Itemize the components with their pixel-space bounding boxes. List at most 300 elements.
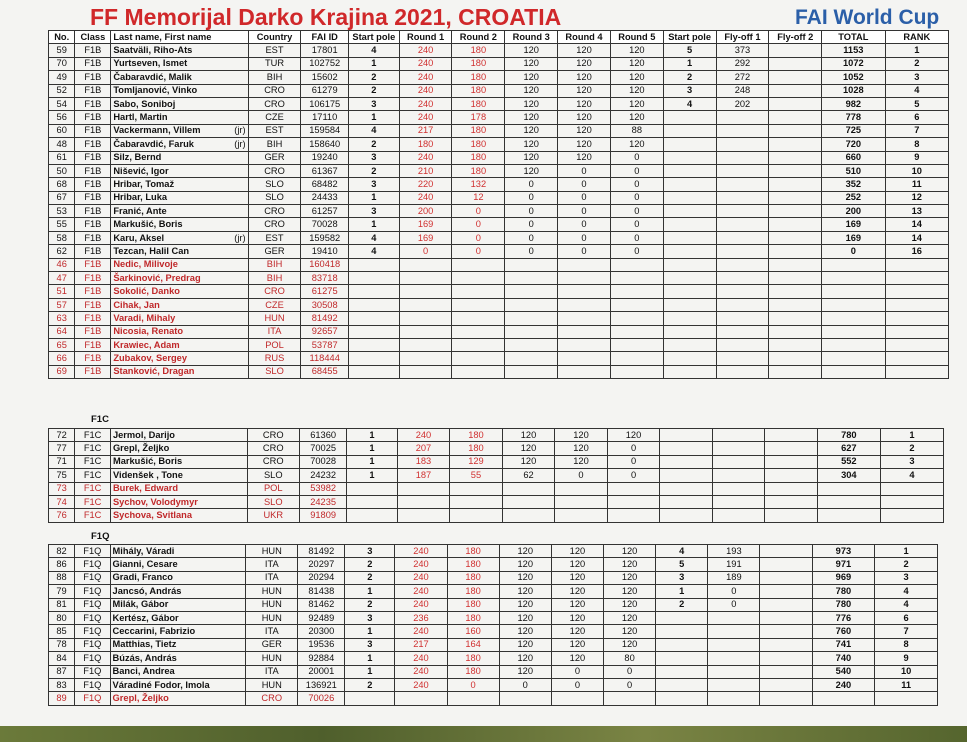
empty-cell (885, 325, 948, 338)
start-number-cell: 80 (49, 611, 75, 624)
country-cell: CZE (248, 111, 301, 124)
flyoff-start-pole-cell (663, 164, 716, 177)
start-pole-cell: 2 (348, 164, 399, 177)
round-1-cell: 240 (399, 97, 452, 110)
total-cell: 1028 (822, 84, 885, 97)
fai-id-cell: 24235 (300, 495, 347, 508)
start-number-cell: 87 (49, 665, 75, 678)
fai-id-cell: 83718 (301, 272, 349, 285)
start-number-cell: 53 (49, 205, 75, 218)
round-5-cell: 120 (610, 71, 663, 84)
round-3-cell: 120 (499, 652, 551, 665)
round-5-cell: 80 (604, 652, 656, 665)
class-cell: F1B (75, 338, 111, 351)
table-row (49, 665, 938, 678)
table-row (49, 545, 938, 558)
class-cell: F1Q (75, 678, 110, 691)
start-number-cell: 85 (49, 625, 75, 638)
round-4-cell: 120 (551, 545, 603, 558)
round-5-cell: 120 (604, 571, 656, 584)
empty-cell (817, 482, 880, 495)
country-cell: CRO (248, 164, 301, 177)
country-cell: CRO (247, 455, 300, 468)
start-number-cell: 82 (49, 545, 75, 558)
country-cell: SLO (248, 178, 301, 191)
fai-id-cell: 20001 (298, 665, 345, 678)
empty-cell (505, 272, 558, 285)
empty-cell (348, 258, 399, 271)
table-row (49, 191, 949, 204)
empty-cell (505, 338, 558, 351)
flyoff-2-cell (769, 138, 822, 151)
competitor-name: Búzás, András (112, 652, 177, 663)
flyoff-1-cell (716, 231, 769, 244)
round-1-cell: 240 (395, 585, 447, 598)
round-4-cell: 120 (558, 138, 611, 151)
flyoff-2-cell (769, 57, 822, 70)
round-2-cell: 180 (447, 611, 499, 624)
competitor-name: Kertész, Gábor (112, 612, 179, 623)
round-1-cell: 220 (399, 178, 452, 191)
class-cell: F1B (75, 44, 111, 57)
empty-cell (450, 482, 503, 495)
country-cell: CRO (248, 218, 301, 231)
name-cell (111, 285, 248, 298)
round-2-cell: 180 (452, 84, 505, 97)
competitor-name: Zubakov, Sergey (113, 353, 188, 364)
round-2-cell: 180 (447, 558, 499, 571)
fai-id-cell: 61257 (301, 205, 349, 218)
fai-id-cell: 61275 (301, 285, 349, 298)
name-cell (111, 298, 248, 311)
round-3-cell: 120 (499, 545, 551, 558)
competitor-name: Milák, Gábor (112, 599, 169, 610)
rank-cell: 11 (885, 178, 948, 191)
header-cell: Round 5 (610, 31, 663, 44)
round-2-cell: 180 (452, 151, 505, 164)
round-4-cell: 120 (558, 84, 611, 97)
country-cell: POL (248, 338, 301, 351)
empty-cell (452, 272, 505, 285)
start-number-cell: 52 (49, 84, 75, 97)
round-2-cell: 180 (452, 57, 505, 70)
round-2-cell: 12 (452, 191, 505, 204)
empty-cell (875, 692, 938, 705)
flyoff-start-pole-cell: 1 (663, 57, 716, 70)
class-cell: F1B (75, 205, 111, 218)
fai-id-cell: 81492 (301, 312, 349, 325)
table-row (49, 558, 938, 571)
start-pole-cell: 4 (348, 245, 399, 258)
round-5-cell: 120 (604, 598, 656, 611)
round-1-cell: 180 (399, 138, 452, 151)
fai-id-cell: 30508 (301, 298, 349, 311)
start-number-cell: 46 (49, 258, 75, 271)
table-row (49, 218, 949, 231)
name-cell (111, 365, 248, 378)
name-cell (111, 138, 248, 151)
flyoff-1-cell (716, 164, 769, 177)
round-5-cell: 0 (610, 218, 663, 231)
round-2-cell: 0 (452, 231, 505, 244)
class-cell: F1B (75, 325, 111, 338)
name-cell (110, 482, 247, 495)
competitor-name: Hartl, Martin (113, 112, 168, 123)
f1c-table (48, 428, 944, 523)
country-cell: HUN (248, 312, 301, 325)
class-cell: F1B (75, 124, 111, 137)
round-2-cell: 180 (447, 665, 499, 678)
start-number-cell: 68 (49, 178, 75, 191)
start-number-cell: 72 (49, 429, 75, 442)
round-4-cell: 120 (558, 57, 611, 70)
rank-cell: 5 (885, 97, 948, 110)
table-row (49, 638, 938, 651)
fai-id-cell: 53982 (300, 482, 347, 495)
empty-cell (505, 352, 558, 365)
flyoff-start-pole-cell (656, 625, 708, 638)
start-number-cell: 62 (49, 245, 75, 258)
start-number-cell: 57 (49, 298, 75, 311)
total-cell: 1153 (822, 44, 885, 57)
class-cell: F1B (75, 218, 111, 231)
round-3-cell: 120 (505, 138, 558, 151)
flyoff-1-cell (712, 442, 765, 455)
name-cell (111, 44, 248, 57)
flyoff-start-pole-cell (660, 429, 713, 442)
total-cell: 776 (812, 611, 875, 624)
round-5-cell: 120 (610, 84, 663, 97)
header-cell: Start pole (663, 31, 716, 44)
total-cell: 540 (812, 665, 875, 678)
competitor-name: Jancsó, András (112, 585, 182, 596)
fai-id-cell: 81438 (298, 585, 345, 598)
flyoff-2-cell (760, 625, 812, 638)
class-cell: F1B (75, 178, 111, 191)
empty-cell (558, 365, 611, 378)
country-cell: ITA (246, 558, 298, 571)
empty-cell (716, 285, 769, 298)
round-1-cell: 240 (395, 545, 447, 558)
round-5-cell: 0 (610, 245, 663, 258)
round-5-cell: 0 (610, 231, 663, 244)
rank-cell: 8 (875, 638, 938, 651)
empty-cell (610, 285, 663, 298)
start-number-cell: 50 (49, 164, 75, 177)
round-5-cell: 120 (604, 638, 656, 651)
empty-cell (817, 495, 880, 508)
round-3-cell: 120 (502, 429, 555, 442)
empty-cell (822, 272, 885, 285)
empty-cell (885, 338, 948, 351)
name-cell (111, 84, 248, 97)
class-cell: F1B (75, 365, 111, 378)
round-2-cell: 180 (452, 138, 505, 151)
round-3-cell: 120 (505, 71, 558, 84)
empty-cell (885, 298, 948, 311)
empty-cell (610, 298, 663, 311)
empty-cell (399, 272, 452, 285)
total-cell: 969 (812, 571, 875, 584)
flyoff-start-pole-cell (656, 665, 708, 678)
round-3-cell: 120 (505, 151, 558, 164)
fai-id-cell: 68455 (301, 365, 349, 378)
name-cell (110, 469, 247, 482)
country-cell: CRO (246, 692, 298, 705)
flyoff-2-cell (769, 178, 822, 191)
fai-id-cell: 92884 (298, 652, 345, 665)
flyoff-2-cell (769, 151, 822, 164)
rank-cell: 4 (885, 84, 948, 97)
empty-cell (348, 272, 399, 285)
start-number-cell: 89 (49, 692, 75, 705)
empty-cell (660, 495, 713, 508)
competitor-name: Nicosia, Renato (113, 326, 184, 337)
empty-cell (505, 285, 558, 298)
empty-cell (765, 509, 818, 522)
flyoff-2-cell (769, 124, 822, 137)
empty-cell (663, 312, 716, 325)
flyoff-2-cell (769, 191, 822, 204)
empty-cell (502, 509, 555, 522)
flyoff-start-pole-cell (663, 151, 716, 164)
round-3-cell: 0 (505, 231, 558, 244)
country-cell: CRO (248, 205, 301, 218)
class-cell: F1B (75, 138, 111, 151)
flyoff-start-pole-cell (656, 638, 708, 651)
empty-cell (505, 298, 558, 311)
country-cell: TUR (248, 57, 301, 70)
flyoff-1-cell (708, 611, 760, 624)
fai-id-cell: 159582 (301, 231, 349, 244)
table-row (49, 312, 949, 325)
name-cell (111, 124, 248, 137)
empty-cell (397, 482, 450, 495)
start-number-cell: 71 (49, 455, 75, 468)
flyoff-2-cell (769, 231, 822, 244)
start-pole-cell: 3 (348, 178, 399, 191)
flyoff-2-cell (769, 164, 822, 177)
fai-id-cell: 17110 (301, 111, 349, 124)
empty-cell (399, 325, 452, 338)
round-3-cell: 120 (499, 558, 551, 571)
flyoff-start-pole-cell (663, 138, 716, 151)
empty-cell (348, 365, 399, 378)
empty-cell (399, 352, 452, 365)
flyoff-1-cell (708, 652, 760, 665)
empty-cell (397, 495, 450, 508)
start-pole-cell: 1 (347, 429, 397, 442)
empty-cell (555, 509, 608, 522)
start-number-cell: 74 (49, 495, 75, 508)
flyoff-start-pole-cell (660, 469, 713, 482)
flyoff-start-pole-cell: 4 (663, 97, 716, 110)
flyoff-1-cell: 292 (716, 57, 769, 70)
flyoff-1-cell (716, 205, 769, 218)
competitor-name: Mihály, Váradi (112, 545, 175, 556)
name-cell (110, 495, 247, 508)
country-cell: CRO (248, 285, 301, 298)
empty-cell (558, 338, 611, 351)
header-cell: Round 3 (505, 31, 558, 44)
country-cell: GER (248, 245, 301, 258)
round-5-cell: 120 (607, 429, 660, 442)
round-4-cell: 120 (551, 625, 603, 638)
fai-id-cell: 92657 (301, 325, 349, 338)
name-cell (111, 218, 248, 231)
rank-cell: 14 (885, 231, 948, 244)
flyoff-2-cell (765, 455, 818, 468)
table-row (49, 57, 949, 70)
empty-cell (716, 365, 769, 378)
class-cell: F1B (75, 191, 111, 204)
class-cell: F1B (75, 164, 111, 177)
table-row (49, 611, 938, 624)
round-5-cell: 120 (610, 57, 663, 70)
round-1-cell: 236 (395, 611, 447, 624)
round-3-cell: 120 (505, 84, 558, 97)
table-row (49, 325, 949, 338)
empty-cell (880, 495, 943, 508)
header-cell: RANK (885, 31, 948, 44)
empty-cell (395, 692, 447, 705)
rank-cell: 6 (885, 111, 948, 124)
name-cell (111, 111, 248, 124)
name-cell (111, 97, 248, 110)
total-cell: 1052 (822, 71, 885, 84)
class-cell: F1B (75, 84, 111, 97)
round-5-cell: 120 (604, 585, 656, 598)
total-cell: 760 (812, 625, 875, 638)
rank-cell: 4 (875, 598, 938, 611)
country-cell: EST (248, 231, 301, 244)
country-cell: CRO (247, 442, 300, 455)
empty-cell (663, 365, 716, 378)
class-cell: F1C (75, 482, 111, 495)
flyoff-2-cell (760, 585, 812, 598)
total-cell: 352 (822, 178, 885, 191)
empty-cell (716, 352, 769, 365)
start-number-cell: 81 (49, 598, 75, 611)
start-pole-cell: 2 (345, 571, 395, 584)
country-cell: UKR (247, 509, 300, 522)
flyoff-1-cell (712, 429, 765, 442)
table-row (49, 692, 938, 705)
competitor-name: Yurtseven, Ismet (113, 58, 188, 69)
round-3-cell: 120 (505, 97, 558, 110)
fai-id-cell: 61367 (301, 164, 349, 177)
competitor-name: Vackermann, Villem (113, 125, 201, 136)
class-cell: F1B (75, 231, 111, 244)
round-1-cell: 240 (395, 571, 447, 584)
class-cell: F1Q (75, 611, 110, 624)
empty-cell (822, 298, 885, 311)
flyoff-start-pole-cell (660, 455, 713, 468)
start-number-cell: 76 (49, 509, 75, 522)
empty-cell (452, 352, 505, 365)
table-row (49, 124, 949, 137)
round-3-cell: 120 (502, 442, 555, 455)
round-5-cell: 0 (604, 665, 656, 678)
start-pole-cell: 1 (345, 625, 395, 638)
empty-cell (885, 272, 948, 285)
round-2-cell: 55 (450, 469, 503, 482)
competitor-name: Váradiné Fodor, Imola (112, 679, 210, 690)
start-pole-cell: 3 (345, 638, 395, 651)
flyoff-start-pole-cell (663, 205, 716, 218)
fai-id-cell: 118444 (301, 352, 349, 365)
table-row (49, 272, 949, 285)
round-5-cell: 0 (607, 455, 660, 468)
start-pole-cell: 1 (345, 665, 395, 678)
country-cell: HUN (246, 598, 298, 611)
page-title: FF Memorijal Darko Krajina 2021, CROATIA (90, 4, 562, 30)
empty-cell (399, 285, 452, 298)
flyoff-start-pole-cell (663, 124, 716, 137)
start-number-cell: 55 (49, 218, 75, 231)
table-row (49, 429, 944, 442)
table-row (49, 258, 949, 271)
header-cell: Class (75, 31, 111, 44)
start-pole-cell: 1 (345, 585, 395, 598)
empty-cell (558, 258, 611, 271)
header-cell: No. (49, 31, 75, 44)
empty-cell (880, 482, 943, 495)
header-cell: Round 2 (452, 31, 505, 44)
round-1-cell: 240 (399, 111, 452, 124)
round-1-cell: 217 (395, 638, 447, 651)
round-3-cell: 0 (505, 245, 558, 258)
f1q-table (48, 544, 938, 706)
round-3-cell: 0 (505, 218, 558, 231)
class-cell: F1C (75, 469, 111, 482)
empty-cell (822, 258, 885, 271)
table-row (49, 571, 938, 584)
round-3-cell: 120 (505, 124, 558, 137)
empty-cell (452, 338, 505, 351)
flyoff-2-cell (765, 429, 818, 442)
competitor-name: Hribar, Tomaž (113, 178, 175, 189)
flyoff-start-pole-cell (663, 245, 716, 258)
rank-cell: 9 (875, 652, 938, 665)
fai-id-cell: 81462 (298, 598, 345, 611)
competitor-name: Banci, Andrea (112, 666, 175, 677)
flyoff-start-pole-cell: 5 (663, 44, 716, 57)
start-number-cell: 49 (49, 71, 75, 84)
start-number-cell: 64 (49, 325, 75, 338)
start-pole-cell: 3 (345, 545, 395, 558)
start-pole-cell: 4 (348, 124, 399, 137)
name-cell (110, 598, 246, 611)
round-5-cell: 0 (604, 678, 656, 691)
round-2-cell: 129 (450, 455, 503, 468)
start-pole-cell: 1 (348, 57, 399, 70)
empty-cell (347, 482, 397, 495)
empty-cell (450, 509, 503, 522)
round-1-cell: 240 (395, 652, 447, 665)
rank-cell: 1 (880, 429, 943, 442)
class-cell: F1Q (75, 558, 110, 571)
empty-cell (663, 352, 716, 365)
class-cell: F1B (75, 57, 111, 70)
class-cell: F1Q (75, 652, 110, 665)
total-cell: 982 (822, 97, 885, 110)
round-1-cell: 207 (397, 442, 450, 455)
fai-id-cell: 24433 (301, 191, 349, 204)
empty-cell (505, 365, 558, 378)
empty-cell (397, 509, 450, 522)
start-number-cell: 65 (49, 338, 75, 351)
